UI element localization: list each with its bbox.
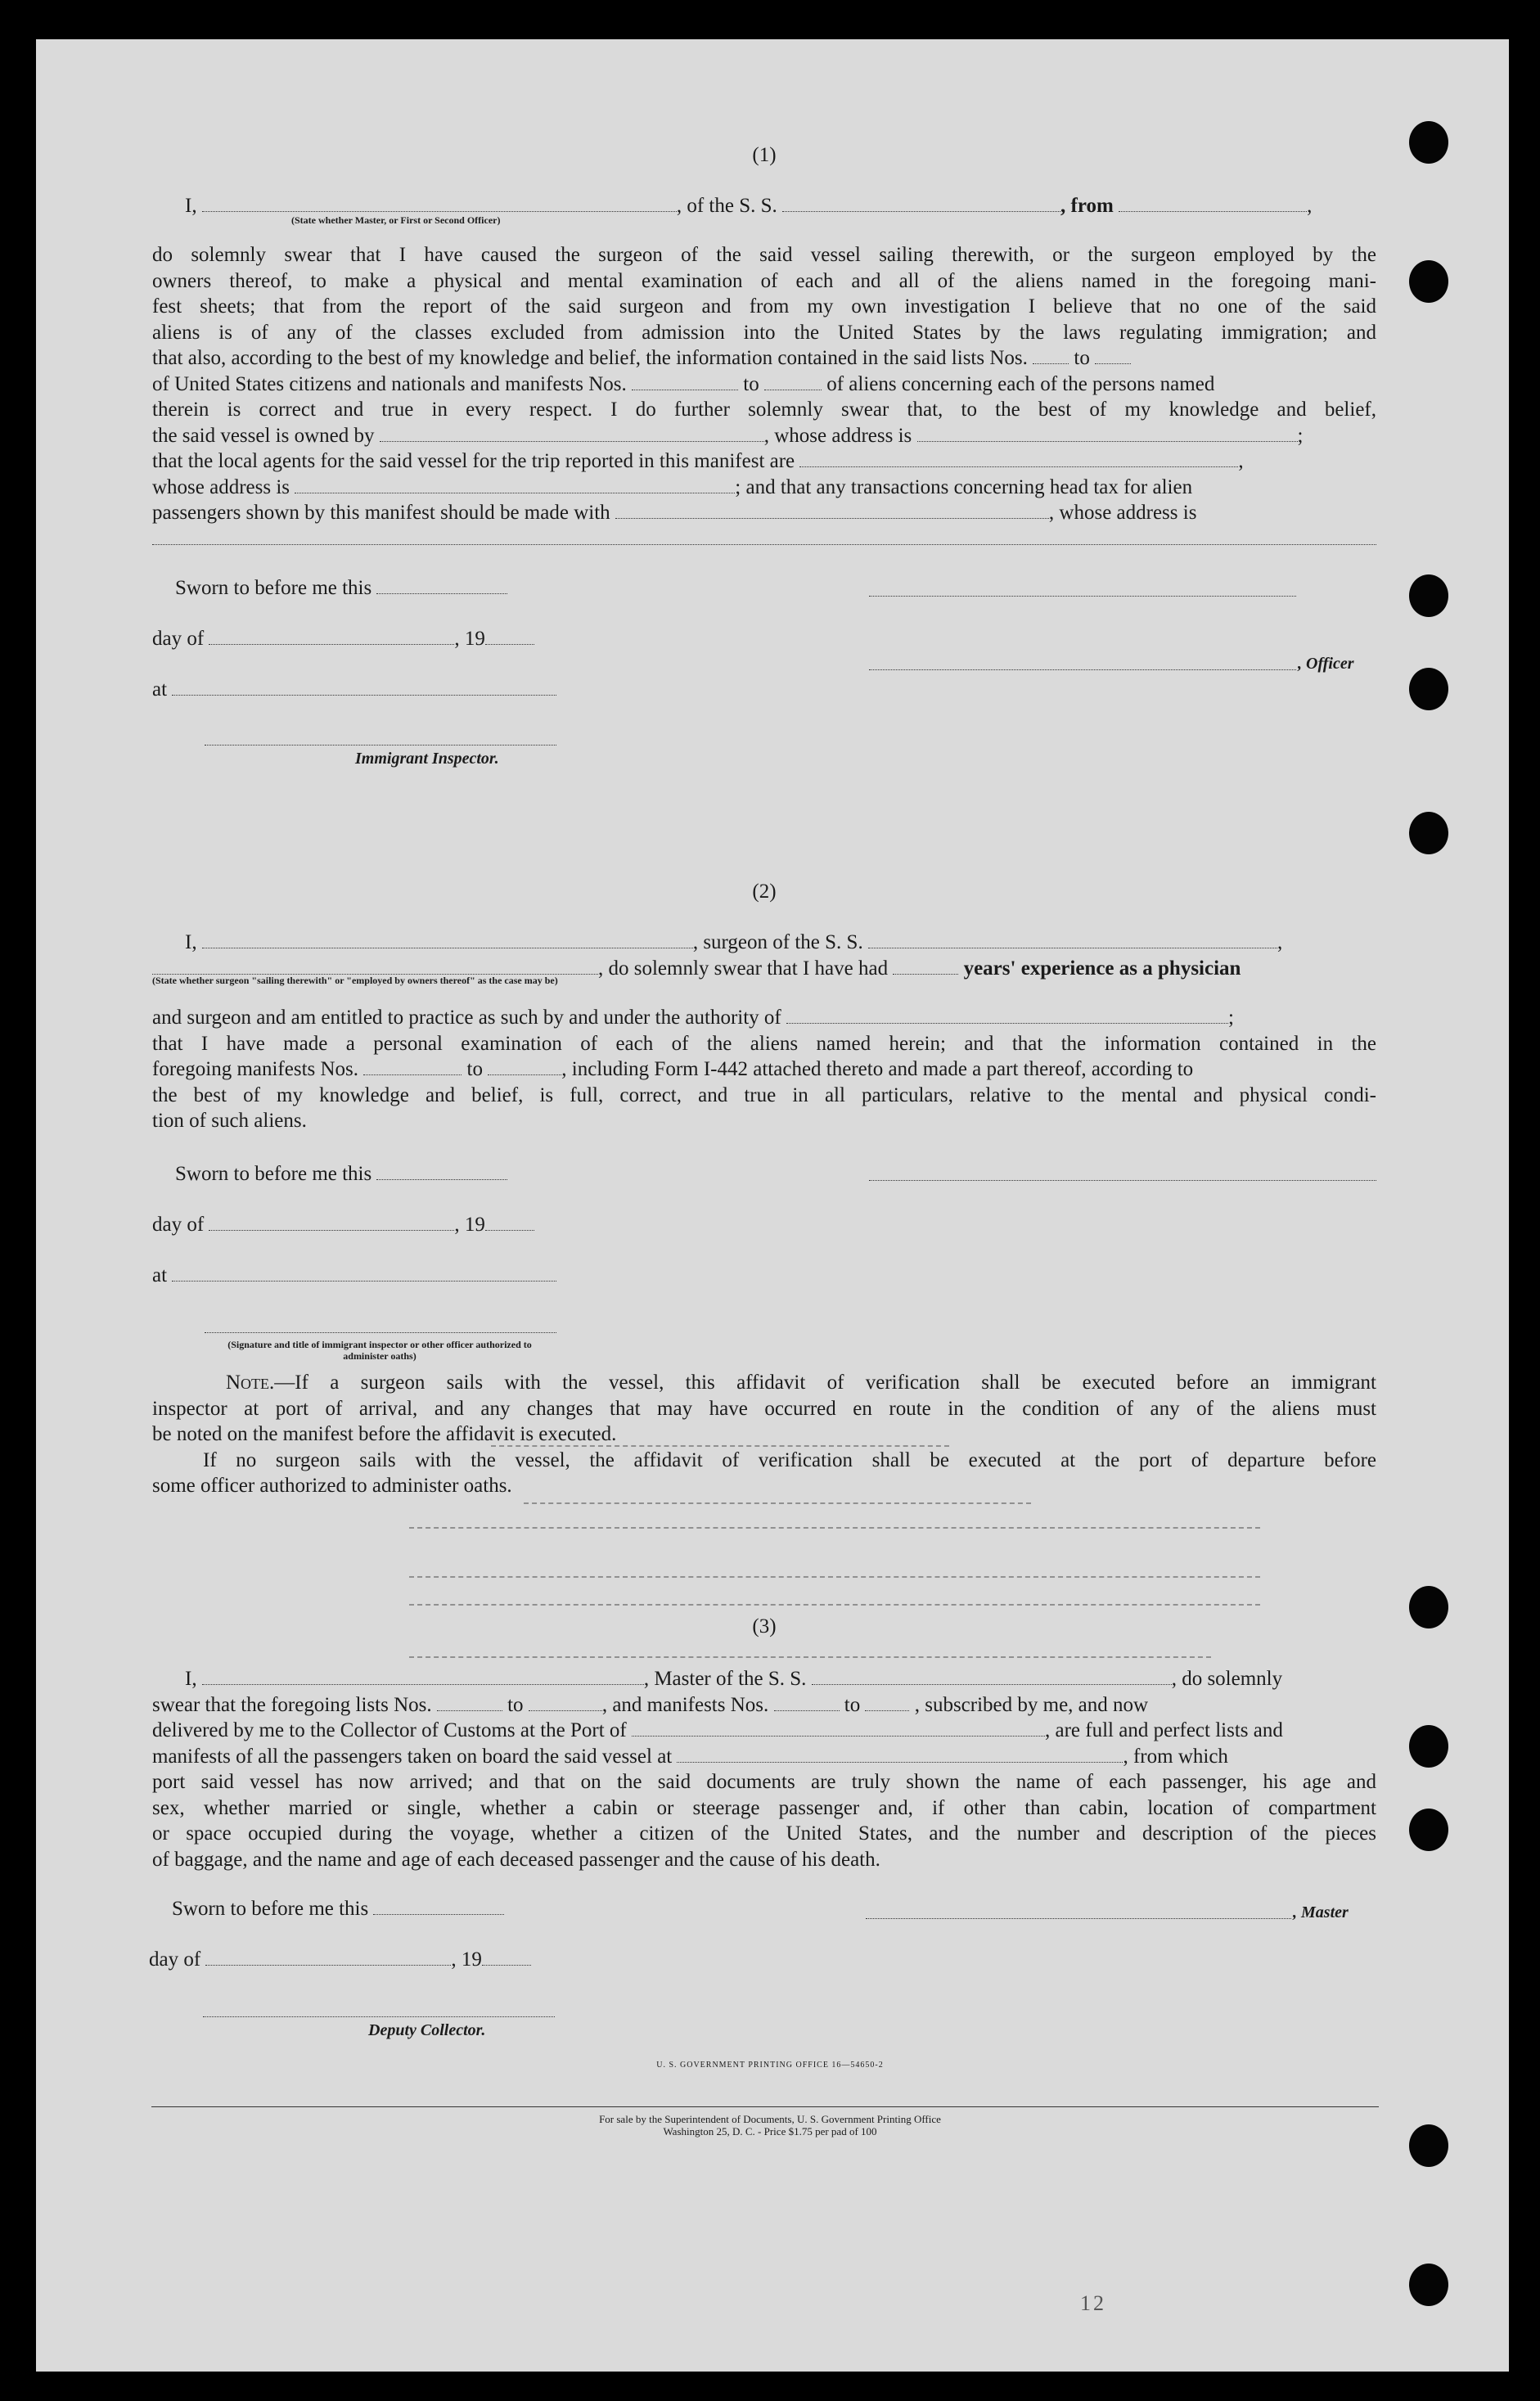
oath-line: [152, 500, 1376, 526]
day-of-text: day of: [152, 628, 205, 650]
bleed-through-mark: [491, 1445, 949, 1447]
oath-text: , do solemnly: [1171, 1668, 1283, 1690]
head-tax-address-field[interactable]: [152, 528, 1376, 545]
practice-authority-field[interactable]: [786, 1007, 1228, 1024]
place-field[interactable]: [172, 678, 556, 696]
officer-note: (State whether Master, or First or Second Officer): [291, 214, 501, 226]
oath-line: the best of my knowledge and belief, is full, correct, and true in all particulars, relative to the mental and physical condi-: [152, 1083, 1376, 1106]
place-field[interactable]: [172, 1264, 556, 1282]
oath-line: [152, 1666, 1376, 1692]
oath-line: [152, 423, 1376, 449]
oath-text: swear that the foregoing lists Nos.: [152, 1693, 432, 1716]
punch-hole: [1409, 260, 1448, 303]
officer-caption: , Officer: [1298, 655, 1354, 673]
note-line: inspector at port of arrival, and any changes that may have occurred en route in the condition of any of the aliens must: [152, 1397, 1376, 1420]
section-1-number: (1): [752, 144, 777, 166]
bleed-through-mark: [524, 1502, 1031, 1504]
master-signature-line[interactable]: [866, 1918, 1291, 1919]
section-2-number: (2): [752, 881, 777, 903]
year-text: , 19: [454, 628, 485, 650]
note-line: [152, 1370, 1376, 1396]
inspector-caption: Immigrant Inspector.: [355, 750, 499, 768]
label-i: I,: [185, 195, 197, 217]
section-1-body: [152, 242, 1376, 552]
oath-text: , and manifests Nos.: [601, 1693, 769, 1716]
note-text: —If a surgeon sails with the vessel, this affidavit of verification shall be executed before an immigrant: [274, 1372, 1376, 1394]
embarkation-port-field[interactable]: [677, 1746, 1123, 1763]
oath-line: [152, 1718, 1376, 1744]
bleed-through-mark: [409, 1604, 1260, 1606]
collector-caption: Deputy Collector.: [368, 2021, 486, 2039]
label-surgeon-of-ss: , surgeon of the S. S.: [692, 931, 863, 953]
sale-line-2: Washington 25, D. C. - Price $1.75 per pad of 100: [663, 2125, 877, 2137]
day-of-row: [152, 627, 534, 651]
oath-text: foregoing manifests Nos.: [152, 1058, 359, 1080]
oath-text: of aliens concerning each of the persons named: [826, 372, 1215, 395]
note-line: If no surgeon sails with the vessel, the affidavit of verification shall be executed at the port of departure before: [203, 1448, 1376, 1471]
month-field[interactable]: [205, 1948, 451, 1966]
oath-line: [152, 1692, 1376, 1719]
lists-to-field[interactable]: [1095, 347, 1131, 364]
oath-line: sex, whether married or single, whether a cabin or steerage passenger and, if other than cabin, location of compartment: [152, 1796, 1376, 1819]
oath-line: [152, 475, 1376, 501]
oath-line: therein is correct and true in every respect. I do further solemnly swear that, to the best of my knowledge and belief,: [152, 399, 1376, 421]
oath-text: the said vessel is owned by: [152, 424, 375, 447]
punch-hole: [1409, 2264, 1448, 2306]
punch-hole: [1409, 668, 1448, 710]
label-of-ss: , of the S. S.: [676, 195, 777, 217]
month-field[interactable]: [209, 628, 454, 645]
at-text: at: [152, 678, 168, 700]
year-field[interactable]: [482, 1948, 531, 1966]
punch-hole: [1409, 121, 1448, 164]
oath-line: [152, 345, 1376, 372]
surgeon-vessel-field[interactable]: [868, 931, 1277, 948]
section-3-number: (3): [752, 1615, 777, 1637]
surgeon-status-field[interactable]: [152, 957, 598, 975]
oath-line: [152, 372, 1376, 398]
officer-signature-line[interactable]: [869, 596, 1296, 597]
sworn-label: [175, 1162, 507, 1187]
section-2-header: [152, 930, 1376, 986]
bleed-through-mark: [409, 1576, 1260, 1578]
oath-line: of baggage, and the name and age of each deceased passenger and the cause of his death.: [152, 1848, 880, 1871]
sworn-day-field[interactable]: [373, 1898, 504, 1915]
manifests-to-field[interactable]: [764, 373, 822, 390]
day-of-text: day of: [149, 1948, 201, 1971]
manifests-to-field[interactable]: [488, 1058, 561, 1075]
manifests-from-field[interactable]: [632, 373, 738, 390]
oath-text: , do solemnly swear that I have had: [598, 957, 889, 980]
oath-text: of United States citizens and nationals and manifests Nos.: [152, 372, 627, 395]
oath-text: , including Form I-442 attached thereto and made a part thereof, according to: [561, 1058, 1194, 1080]
bleed-through-mark: [409, 1527, 1260, 1529]
inspector-signature-line[interactable]: [205, 745, 556, 746]
master-caption: , Master: [1293, 1903, 1349, 1921]
port-field[interactable]: [632, 1719, 1045, 1737]
oath-text: , are full and perfect lists and: [1045, 1719, 1283, 1741]
note-label: Note.: [226, 1372, 275, 1394]
agents-address-field[interactable]: [295, 476, 735, 493]
sworn-label: [175, 576, 507, 601]
vessel-owner-field[interactable]: [380, 425, 764, 442]
owner-address-field[interactable]: [917, 425, 1298, 442]
oath-line: tion of such aliens.: [152, 1110, 307, 1132]
head-tax-contact-field[interactable]: [615, 502, 1049, 519]
oath-text: to: [743, 372, 759, 395]
manifests-from-field[interactable]: [774, 1694, 840, 1711]
oath-text: that the local agents for the said vessel for the trip reported in this manifest are: [152, 450, 795, 472]
at-row: [152, 1264, 556, 1288]
oath-text: to: [844, 1693, 861, 1716]
punch-hole: [1409, 1725, 1448, 1768]
oath-text: that also, according to the best of my knowledge and belief, the information contained in the said lists Nos.: [152, 347, 1028, 369]
section-1-header: [152, 193, 1376, 226]
note-line: some officer authorized to administer oaths.: [152, 1475, 512, 1497]
label-i: I,: [185, 931, 197, 953]
lists-to-field[interactable]: [529, 1694, 602, 1711]
oath-line: [152, 1056, 1376, 1083]
manifests-to-field[interactable]: [865, 1694, 909, 1711]
day-of-text: day of: [152, 1214, 205, 1236]
oath-text: , whose address is: [763, 424, 912, 447]
lists-from-field[interactable]: [1033, 347, 1069, 364]
year-field[interactable]: [485, 628, 534, 645]
month-field[interactable]: [209, 1214, 454, 1231]
year-text: , 19: [454, 1214, 485, 1236]
local-agents-field[interactable]: [799, 450, 1238, 467]
departure-port-field[interactable]: [1119, 195, 1307, 212]
day-of-row: [152, 1213, 534, 1237]
punch-hole: [1409, 1586, 1448, 1628]
oath-line: [152, 1005, 1376, 1031]
section-3-body: [152, 1666, 1376, 1872]
oath-line: that I have made a personal examination of each of the aliens named herein; and that the information contained in the: [152, 1032, 1376, 1055]
oath-line: aliens is of any of the classes excluded from admission into the United States by the laws regulating immigration; and: [152, 321, 1376, 344]
year-field[interactable]: [485, 1214, 534, 1231]
sale-line-1: For sale by the Superintendent of Documents, U. S. Government Printing Office: [599, 2113, 941, 2125]
master-name-field[interactable]: [202, 1668, 644, 1685]
surgeon-note: (State whether surgeon "sailing therewith" or "employed by owners thereof" as the case may be): [152, 975, 558, 986]
oath-text: ;: [1297, 424, 1304, 447]
oath-text: , whose address is: [1048, 502, 1197, 524]
surgeon-name-field[interactable]: [202, 931, 693, 948]
oath-line: do solemnly swear that I have caused the surgeon of the said vessel sailing therewith, or the surgeon employed by the: [152, 244, 1376, 266]
day-of-row: [149, 1948, 531, 1972]
oath-text: passengers shown by this manifest should be made with: [152, 502, 610, 524]
oath-text: ,: [1238, 450, 1244, 472]
vessel-name-field[interactable]: [782, 195, 1060, 212]
years-experience-field[interactable]: [893, 957, 958, 975]
signature-note: (Signature and title of immigrant inspector or other officer authorized to administer oaths): [227, 1339, 532, 1362]
oath-text: , from which: [1123, 1745, 1228, 1768]
oath-line: owners thereof, to make a physical and mental examination of each and all of the aliens named in the foregoing mani-: [152, 269, 1376, 292]
at-text: at: [152, 1264, 168, 1286]
oath-text: , Master of the S. S.: [643, 1668, 807, 1690]
oath-text: and surgeon and am entitled to practice as such by and under the authority of: [152, 1007, 781, 1029]
officer-name-field[interactable]: [202, 195, 677, 212]
oath-text: ; and that any transactions concerning head tax for alien: [735, 475, 1193, 498]
sworn-day-field[interactable]: [376, 577, 507, 594]
punch-hole: [1409, 812, 1448, 854]
punch-hole: [1409, 1809, 1448, 1851]
punch-hole: [1409, 574, 1448, 617]
year-text: , 19: [451, 1948, 482, 1971]
gpo-imprint: U. S. GOVERNMENT PRINTING OFFICE 16—54650-2: [656, 2061, 884, 2070]
master-vessel-field[interactable]: [812, 1668, 1172, 1685]
inspector-signature-line[interactable]: [205, 1332, 556, 1333]
oath-line: fest sheets; that from the report of the said surgeon and from my own investigation I believe that no one of the said: [152, 295, 1376, 318]
oath-line: [152, 1744, 1376, 1770]
lists-from-field[interactable]: [437, 1694, 502, 1711]
oath-text: ;: [1228, 1007, 1234, 1029]
sworn-day-field[interactable]: [376, 1163, 507, 1180]
label-from: , from: [1060, 195, 1114, 217]
sworn-label: [172, 1897, 504, 1921]
oath-text: to: [466, 1058, 483, 1080]
bleed-through-mark: [409, 1656, 1211, 1658]
oath-text: manifests of all the passengers taken on board the said vessel at: [152, 1745, 673, 1768]
oath-text: whose address is: [152, 475, 290, 498]
note-block: [152, 1370, 1376, 1499]
oath-line: or space occupied during the voyage, whether a citizen of the United States, and the number and description of the pieces: [152, 1822, 1376, 1845]
sworn-text: Sworn to before me this: [175, 1163, 372, 1185]
oath-text: , subscribed by me, and now: [914, 1693, 1149, 1716]
collector-signature-line[interactable]: [203, 2016, 555, 2017]
comma: ,: [1277, 931, 1283, 953]
note-line: be noted on the manifest before the affidavit is executed.: [152, 1423, 617, 1445]
surgeon-signature-line[interactable]: [869, 1180, 1376, 1181]
oath-line: [152, 448, 1376, 475]
at-row: [152, 678, 556, 702]
officer-title-line[interactable]: [869, 669, 1296, 670]
oath-line: port said vessel has now arrived; and that on the said documents are truly shown the name of each passenger, his age and: [152, 1771, 1376, 1793]
oath-text: to: [1074, 347, 1090, 369]
section-2-body: [152, 1005, 1376, 1134]
oath-text: years' experience as a physician: [963, 957, 1241, 980]
page-stamp: 12: [1080, 2291, 1106, 2315]
comma: ,: [1307, 195, 1313, 217]
oath-text: delivered by me to the Collector of Customs at the Port of: [152, 1719, 627, 1741]
sworn-text: Sworn to before me this: [175, 577, 372, 599]
sworn-text: Sworn to before me this: [172, 1898, 369, 1920]
oath-text: to: [507, 1693, 524, 1716]
manifests-from-field[interactable]: [363, 1058, 462, 1075]
label-i: I,: [185, 1668, 197, 1690]
footer-rule: [151, 2106, 1379, 2107]
